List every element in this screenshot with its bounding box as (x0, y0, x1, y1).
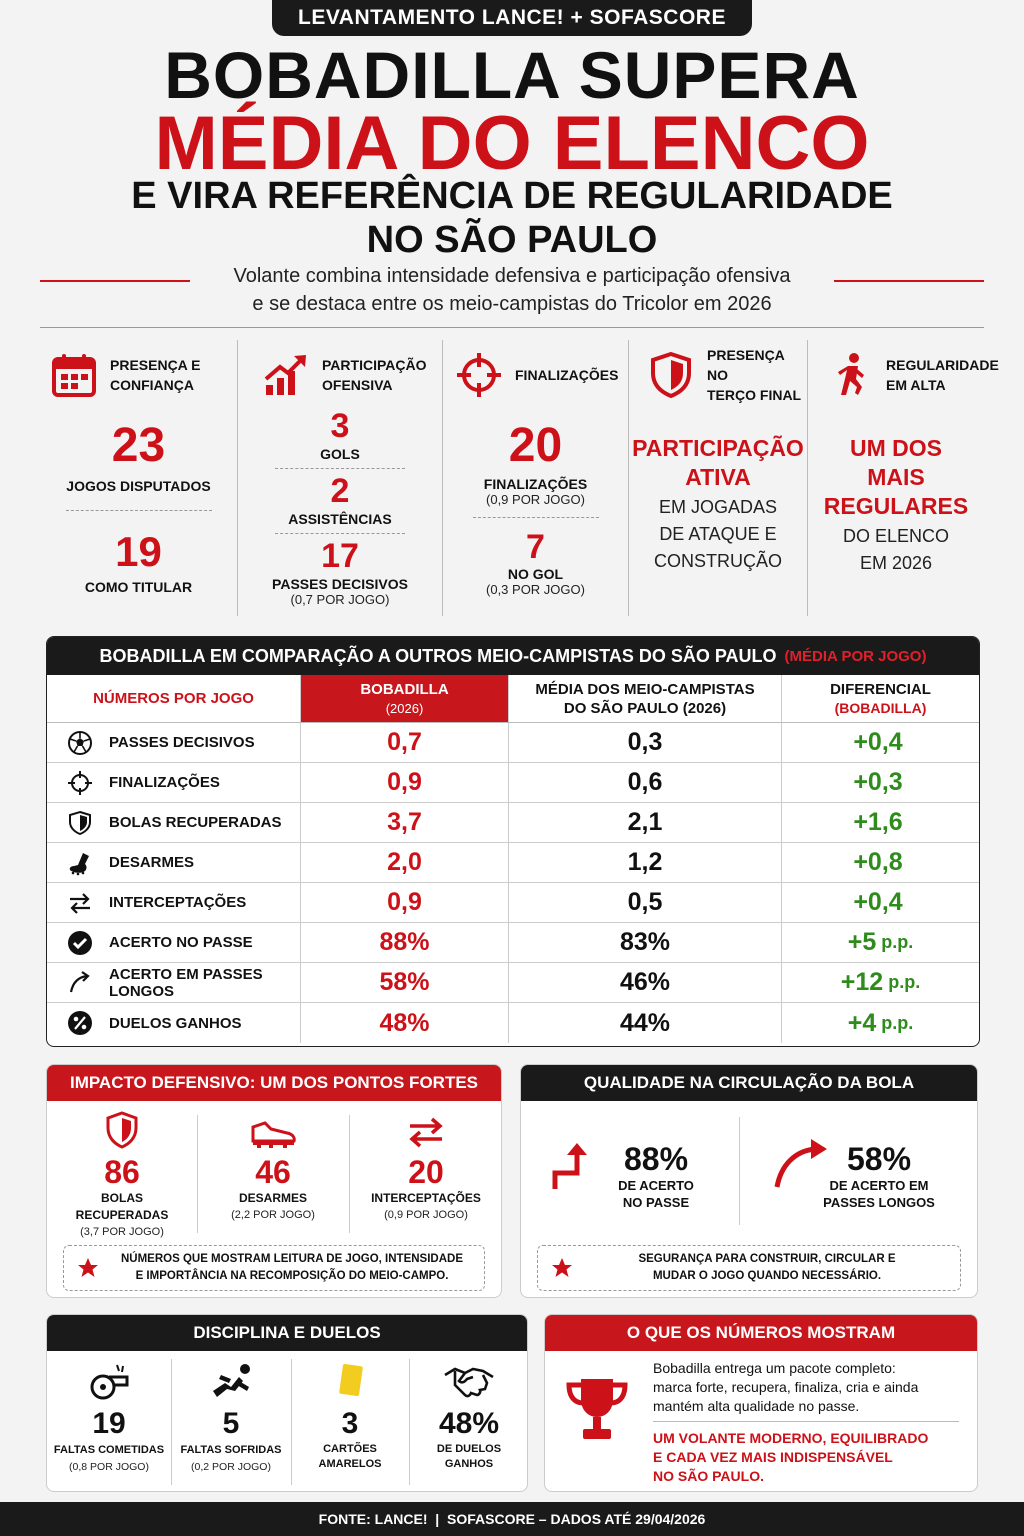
table-row (47, 723, 979, 763)
circulation-note-line-1: SEGURANÇA PARA CONSTRUIR, CIRCULAR E (638, 1253, 896, 1265)
circulation-panel-title (521, 1065, 977, 1101)
defense-stat-recoveries (47, 1111, 197, 1240)
header-average-line-2: DO SÃO PAULO (2026) (563, 699, 727, 717)
footer-source (0, 1502, 1024, 1536)
yellow-cards-label-2: AMARELOS (318, 1458, 382, 1470)
stat-presence-label-1: PRESENÇA E (110, 357, 201, 373)
curved-arrow-icon (67, 970, 93, 996)
dotted-divider (66, 510, 212, 511)
subtitle-line-1: Volante combina intensidade defensiva e participação ofensiva (233, 265, 791, 287)
headline-line-1: BOBADILLA SUPERA (164, 38, 860, 112)
header-bobadilla-label: BOBADILLA (360, 680, 449, 698)
tackles-value: 46 (255, 1154, 291, 1190)
soccer-ball-icon (67, 730, 93, 756)
assists-value: 2 (330, 472, 350, 510)
header-average (509, 675, 782, 722)
average-value: 46% (619, 968, 671, 996)
stat-regularity-header (808, 340, 999, 404)
comparison-title-text: BOBADILLA EM COMPARAÇÃO A OUTROS MEIO-CAMPISTAS DO SÃO PAULO (99, 645, 777, 666)
stat-presence-header (40, 340, 237, 404)
row-label: DUELOS GANHOS (109, 1014, 242, 1032)
subtitle-rule-left (40, 280, 190, 282)
defense-panel-title-text: IMPACTO DEFENSIVO: UM DOS PONTOS FORTES (69, 1073, 479, 1092)
row-label: BOLAS RECUPERADAS (109, 814, 282, 831)
headline-line-4: NO SÃO PAULO (366, 219, 658, 261)
header-diff-label: DIFERENCIAL (830, 680, 931, 698)
trophy-icon (565, 1375, 629, 1445)
stat-final-third-label-1: PRESENÇA NO (707, 347, 785, 383)
row-label: PASSES DECISIVOS (109, 734, 255, 751)
row-label: DESARMES (109, 854, 195, 871)
key-passes-per-game: (0,7 POR JOGO) (290, 592, 390, 607)
circulation-stat-long-pass-accuracy (817, 1141, 941, 1211)
interceptions-value: 20 (408, 1154, 444, 1190)
long-pass-accuracy-label-2: PASSES LONGOS (823, 1195, 935, 1210)
dotted-divider (275, 533, 405, 534)
regularity-highlight-1: UM DOS (850, 435, 942, 461)
diff-unit: p.p. (881, 932, 914, 952)
table-row (47, 883, 979, 923)
recoveries-label-1: BOLAS (101, 1191, 143, 1205)
dotted-divider (275, 468, 405, 469)
header-average-line-1: MÉDIA DOS MEIO-CAMPISTAS (535, 680, 755, 698)
stat-final-third-label-2: TERÇO FINAL (707, 387, 802, 403)
stat-offense-header (238, 340, 442, 404)
diff-value: +4 (847, 1008, 877, 1037)
table-row (47, 803, 979, 843)
boot-icon (67, 850, 93, 876)
summary-highlight-line-3: NO SÃO PAULO. (653, 1468, 764, 1484)
pass-accuracy-label-1: DE ACERTO (618, 1178, 694, 1193)
average-value: 0,5 (627, 888, 663, 916)
star-icon (550, 1256, 574, 1280)
average-value: 44% (619, 1008, 671, 1037)
duels-won-label-1: DE DUELOS (436, 1443, 502, 1455)
summary-text-line-1: Bobadilla entrega um pacote completo: (653, 1360, 896, 1376)
summary-text-line-2: marca forte, recupera, finaliza, cria e ainda (653, 1379, 919, 1395)
boot-icon (249, 1115, 297, 1149)
row-label: ACERTO EM PASSES LONGOS (109, 965, 263, 1000)
handshake-icon (443, 1361, 495, 1401)
header-metric-label: NÚMEROS POR JOGO (93, 690, 254, 707)
discipline-stat-yellow-cards (291, 1361, 409, 1472)
long-pass-accuracy-label-1: DE ACERTO EM (829, 1178, 929, 1193)
stat-regularity-label-2: EM ALTA (886, 377, 946, 393)
final-third-highlight-2: ATIVA (685, 464, 751, 490)
fouls-suffered-per-game: (0,2 POR JOGO) (191, 1461, 271, 1473)
step-arrow-icon (551, 1141, 599, 1195)
key-passes-label: PASSES DECISIVOS (272, 576, 408, 592)
stat-offense-label-1: PARTICIPAÇÃO (322, 357, 427, 373)
pass-accuracy-value: 88% (623, 1141, 689, 1177)
shield-icon (105, 1111, 139, 1149)
interceptions-per-game: (0,9 POR JOGO) (384, 1209, 468, 1221)
circulation-panel-title-text: QUALIDADE NA CIRCULAÇÃO DA BOLA (583, 1073, 915, 1092)
regularity-highlight-2: MAIS (867, 464, 925, 490)
key-passes-value: 17 (321, 537, 359, 575)
average-value: 1,2 (627, 848, 663, 876)
shield-icon (647, 351, 695, 399)
headline-line-3: E VIRA REFERÊNCIA DE REGULARIDADE (131, 175, 893, 217)
table-row (47, 923, 979, 963)
bobadilla-value: 58% (379, 968, 430, 996)
diff-value: +0,8 (853, 848, 903, 876)
dotted-divider (473, 517, 599, 518)
yellow-cards-label-1: CARTÕES (323, 1443, 377, 1455)
average-value: 83% (619, 928, 671, 956)
footer-text: FONTE: LANCE! | SOFASCORE – DADOS ATÉ 29/04/2026 (318, 1511, 706, 1527)
games-played-value: 23 (111, 419, 166, 472)
diff-unit: p.p. (881, 1012, 914, 1033)
bobadilla-value: 0,9 (387, 888, 422, 916)
bobadilla-value: 2,0 (387, 848, 422, 876)
diff-value: +0,4 (853, 888, 903, 916)
yellow-card-icon (330, 1361, 370, 1401)
header-diff (782, 675, 979, 722)
average-value: 2,1 (627, 808, 663, 836)
stat-offense (238, 340, 443, 616)
discipline-stat-duels-won (409, 1361, 528, 1472)
stat-shots-label: FINALIZAÇÕES (515, 367, 619, 383)
pass-accuracy-label-2: NO PASSE (622, 1195, 690, 1210)
header-divider (40, 327, 984, 328)
recoveries-label-2: RECUPERADAS (75, 1208, 169, 1222)
calendar-icon (50, 351, 98, 399)
headline-line-2: MÉDIA DO ELENCO (154, 101, 870, 186)
defense-note (63, 1245, 485, 1291)
tackles-per-game: (2,2 POR JOGO) (231, 1209, 315, 1221)
summary-text (653, 1359, 963, 1416)
summary-highlight-line-1: UM VOLANTE MODERNO, EQUILIBRADO (653, 1430, 929, 1446)
diff-value: +12 (840, 968, 884, 996)
discipline-panel-title-text: DISCIPLINA E DUELOS (193, 1323, 381, 1342)
shield-icon (67, 810, 93, 836)
diff-value: +0,4 (853, 728, 903, 756)
header-metric (47, 675, 301, 722)
fouls-suffered-label: FALTAS SOFRIDAS (180, 1444, 282, 1456)
summary-divider (653, 1421, 959, 1422)
source-badge: LEVANTAMENTO LANCE! + SOFASCORE (272, 0, 752, 36)
check-circle-icon (67, 930, 93, 956)
stat-shots (443, 340, 629, 616)
swap-arrows-icon (406, 1115, 446, 1149)
header-bobadilla (301, 675, 509, 722)
goals-value: 3 (330, 407, 350, 445)
fouls-suffered-value: 5 (222, 1407, 240, 1440)
stat-regularity-label-1: REGULARIDADE (886, 357, 999, 373)
header-bobadilla-year: (2026) (385, 700, 424, 716)
star-icon (76, 1256, 100, 1280)
subtitle-rule-right (834, 280, 984, 282)
final-third-text-2: DE ATAQUE E (659, 524, 777, 544)
assists-label: ASSISTÊNCIAS (288, 511, 392, 527)
goals-label: GOLS (320, 446, 360, 462)
tackles-label: DESARMES (238, 1191, 307, 1205)
stat-final-third (629, 340, 808, 616)
comparison-table-header (47, 675, 979, 723)
defense-stat-interceptions (349, 1115, 502, 1223)
fouls-committed-label: FALTAS COMETIDAS (53, 1444, 165, 1456)
comparison-table-title (47, 637, 979, 675)
duels-won-value: 48% (438, 1407, 500, 1440)
recoveries-per-game: (3,7 POR JOGO) (80, 1226, 164, 1238)
row-label: FINALIZAÇÕES (109, 774, 220, 791)
diff-value: +5 (847, 928, 877, 956)
shots-label: FINALIZAÇÕES (483, 476, 588, 492)
table-row (47, 1003, 979, 1043)
crosshair-icon (455, 351, 503, 399)
yellow-cards-value: 3 (341, 1407, 359, 1440)
row-label: ACERTO NO PASSE (109, 934, 253, 951)
header-diff-sub: (BOBADILLA) (834, 699, 927, 716)
shots-value: 20 (508, 419, 563, 472)
defense-panel-title (47, 1065, 501, 1101)
crosshair-icon (67, 770, 93, 796)
bobadilla-value: 0,9 (387, 768, 422, 796)
swap-arrows-icon (67, 890, 93, 916)
shots-on-target-per-game: (0,3 POR JOGO) (486, 582, 585, 597)
final-third-text-3: CONSTRUÇÃO (653, 551, 782, 571)
fouls-committed-per-game: (0,8 POR JOGO) (69, 1461, 149, 1473)
circulation-stat-pass-accuracy (601, 1141, 711, 1211)
table-row (47, 963, 979, 1003)
summary-panel-title-text: O QUE OS NÚMEROS MOSTRAM (626, 1323, 896, 1342)
interceptions-label: INTERCEPTAÇÕES (371, 1191, 481, 1205)
fouls-committed-value: 19 (92, 1407, 126, 1440)
defense-panel (46, 1064, 502, 1298)
regularity-highlight-3: REGULARES (823, 493, 969, 519)
shots-on-target-label: NO GOL (507, 566, 564, 582)
growth-chart-icon (262, 351, 310, 399)
stat-presence-label-2: CONFIANÇA (110, 377, 194, 393)
runner-icon (826, 351, 874, 399)
summary-highlight-line-2: E CADA VEZ MAIS INDISPENSÁVEL (653, 1449, 893, 1465)
average-value: 0,3 (627, 728, 663, 756)
subtitle (190, 262, 834, 318)
stat-shots-header (443, 340, 628, 404)
bobadilla-value: 48% (379, 1008, 430, 1037)
summary-highlight (653, 1429, 963, 1486)
starts-label: COMO TITULAR (84, 579, 193, 595)
table-row (47, 763, 979, 803)
average-value: 0,6 (627, 768, 663, 796)
defense-note-line-2: E IMPORTÂNCIA NA RECOMPOSIÇÃO DO MEIO-CAMPO. (135, 1270, 449, 1282)
stats-row (40, 340, 999, 616)
discipline-panel (46, 1314, 528, 1492)
games-played-label: JOGOS DISPUTADOS (66, 478, 211, 494)
duels-won-label-2: GANHOS (444, 1458, 494, 1470)
falling-player-icon (207, 1361, 255, 1401)
circulation-panel (520, 1064, 978, 1298)
diff-unit: p.p. (888, 972, 921, 992)
percent-icon (67, 1010, 93, 1036)
circulation-note (537, 1245, 961, 1291)
bobadilla-value: 0,7 (387, 728, 422, 756)
stat-presence (40, 340, 238, 616)
subtitle-line-2: e se destaca entre os meio-campistas do Tricolor em 2026 (252, 293, 772, 315)
summary-panel (544, 1314, 978, 1492)
diff-value: +0,3 (853, 768, 903, 796)
stat-regularity (808, 340, 999, 616)
final-third-highlight-1: PARTICIPAÇÃO (632, 435, 804, 461)
defense-stat-tackles (197, 1115, 349, 1223)
discipline-stat-fouls-suffered (171, 1361, 291, 1475)
summary-panel-title (545, 1315, 977, 1351)
whistle-icon (87, 1361, 131, 1401)
shots-on-target-value: 7 (526, 528, 545, 566)
summary-text-line-3: mantém alta qualidade no passe. (653, 1398, 860, 1414)
starts-value: 19 (115, 528, 162, 575)
recoveries-value: 86 (104, 1154, 140, 1190)
regularity-text-2: EM 2026 (859, 553, 933, 573)
long-pass-accuracy-value: 58% (846, 1141, 912, 1177)
discipline-stat-fouls-committed (47, 1361, 171, 1475)
table-row (47, 843, 979, 883)
comparison-table (46, 636, 980, 1047)
regularity-text-1: DO ELENCO (842, 526, 950, 546)
final-third-text-1: EM JOGADAS (658, 497, 778, 517)
row-label: INTERCEPTAÇÕES (109, 894, 247, 911)
bobadilla-value: 88% (379, 928, 430, 956)
column-divider (739, 1117, 740, 1225)
stat-final-third-header (629, 340, 807, 404)
defense-note-line-1: NÚMEROS QUE MOSTRAM LEITURA DE JOGO, INTENSIDADE (120, 1253, 464, 1265)
stat-offense-label-2: OFENSIVA (322, 377, 393, 393)
discipline-panel-title (47, 1315, 527, 1351)
comparison-title-note: (MÉDIA POR JOGO) (784, 647, 927, 665)
diff-value: +1,6 (853, 808, 903, 836)
circulation-note-line-2: MUDAR O JOGO QUANDO NECESSÁRIO. (652, 1270, 882, 1282)
shots-per-game: (0,9 POR JOGO) (486, 492, 585, 507)
bobadilla-value: 3,7 (387, 808, 422, 836)
